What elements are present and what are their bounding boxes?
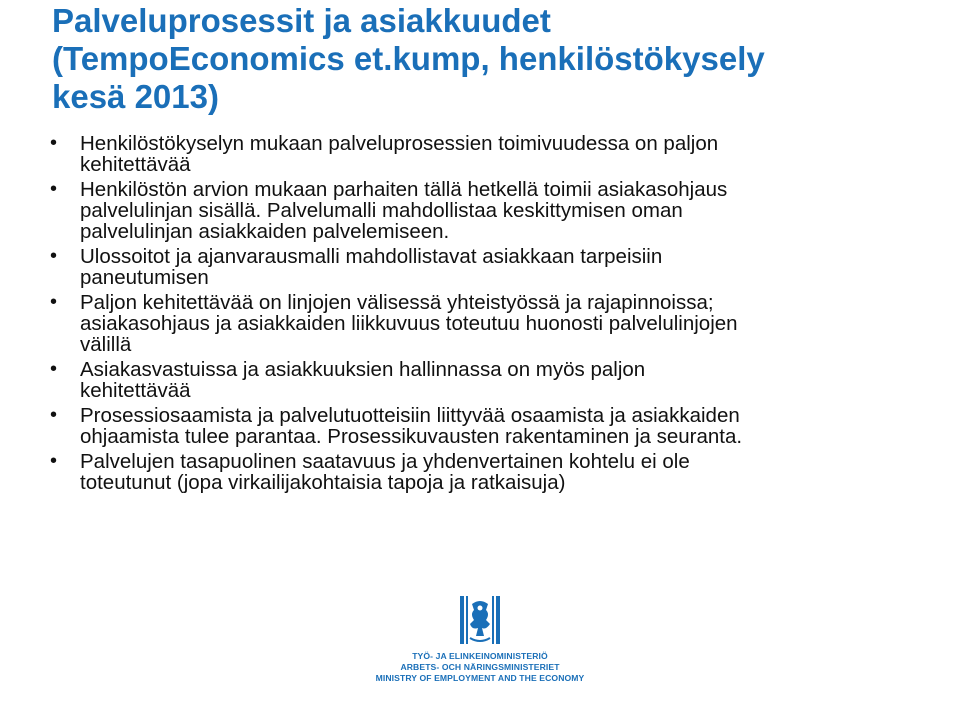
bullet-item: [50, 358, 940, 402]
bullet-list: [50, 132, 940, 497]
bullet-text: palvelulinjan asiakkaiden palvelemiseen.: [80, 220, 450, 243]
bullet-item: [50, 404, 940, 448]
bullet-text: Henkilöstökyselyn mukaan palveluprosessien toimivuudessa on paljon: [80, 132, 719, 155]
title-line: kesä 2013): [52, 78, 219, 115]
ministry-name-fi: TYÖ- JA ELINKEINOMINISTERIÖ: [412, 651, 548, 661]
bullet-text: kehitettävää: [80, 379, 191, 402]
bullet-text: palvelulinjan sisällä. Palvelumalli mahdollistaa keskittymisen oman: [80, 199, 683, 222]
slide-title: [52, 2, 942, 116]
bullet-dot-icon: •: [50, 358, 58, 380]
bullet-text: toteutunut (jopa virkailijakohtaisia tapoja ja ratkaisuja): [80, 471, 566, 494]
ministry-logo: [370, 594, 590, 686]
bullet-text: Paljon kehitettävää on linjojen välisessä yhteistyössä ja rajapinnoissa;: [80, 291, 714, 314]
bullet-text: Prosessiosaamista ja palvelutuotteisiin liittyvää osaamista ja asiakkaiden: [80, 404, 740, 427]
bullet-text: paneutumisen: [80, 266, 209, 289]
bullet-text: ohjaamista tulee parantaa. Prosessikuvausten rakentaminen ja seuranta.: [80, 425, 743, 448]
title-line: (TempoEconomics et.kump, henkilöstökysely: [52, 40, 765, 77]
lion-crest-icon: [456, 594, 504, 646]
bullet-text: Henkilöstön arvion mukaan parhaiten tällä hetkellä toimii asiakasohjaus: [80, 178, 728, 201]
bullet-text: asiakasohjaus ja asiakkaiden liikkuvuus toteutuu huonosti palvelulinjojen: [80, 312, 738, 335]
bullet-dot-icon: •: [50, 132, 58, 154]
bullet-text: Asiakasvastuissa ja asiakkuuksien hallinnassa on myös paljon: [80, 358, 646, 381]
bullet-text: Palvelujen tasapuolinen saatavuus ja yhdenvertainen kohtelu ei ole: [80, 450, 690, 473]
bullet-dot-icon: •: [50, 291, 58, 313]
bullet-item: [50, 132, 940, 176]
bullet-dot-icon: •: [50, 178, 58, 200]
bullet-text: välillä: [80, 333, 132, 356]
bullet-dot-icon: •: [50, 450, 58, 472]
ministry-name-sv: ARBETS- OCH NÄRINGSMINISTERIET: [400, 662, 560, 672]
title-line: Palveluprosessit ja asiakkuudet: [52, 2, 551, 39]
bullet-dot-icon: •: [50, 245, 58, 267]
bullet-dot-icon: •: [50, 404, 58, 426]
bullet-item: [50, 245, 940, 289]
bullet-item: [50, 291, 940, 356]
bullet-text: Ulossoitot ja ajanvarausmalli mahdollistavat asiakkaan tarpeisiin: [80, 245, 663, 268]
bullet-text: kehitettävää: [80, 153, 191, 176]
ministry-name-en: MINISTRY OF EMPLOYMENT AND THE ECONOMY: [375, 673, 585, 683]
bullet-item: [50, 178, 940, 243]
bullet-item: [50, 450, 940, 494]
